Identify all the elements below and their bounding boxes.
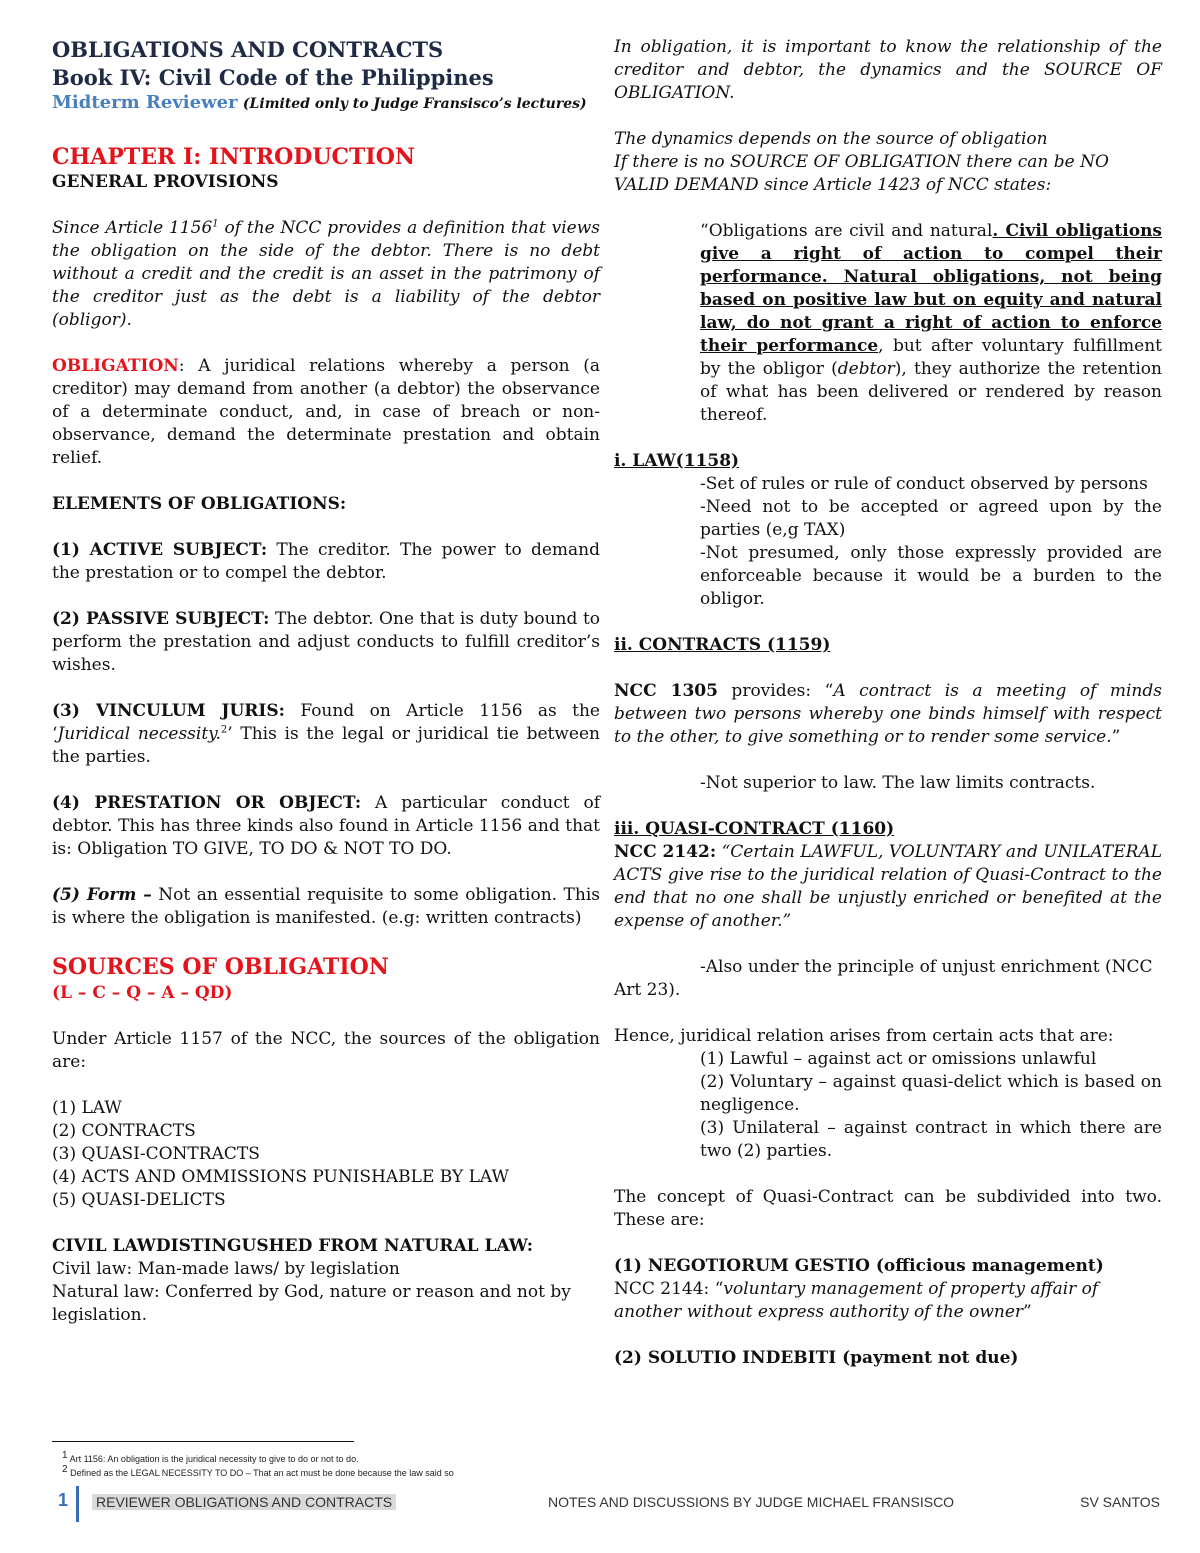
element-2 <box>52 608 600 677</box>
chapter-heading: CHAPTER I: INTRODUCTION <box>52 144 415 170</box>
law-item: -Set of rules or rule of conduct observed by persons <box>700 474 1148 494</box>
negotiorum-heading: (1) NEGOTIORUM GESTIO (officious management) <box>614 1256 1104 1276</box>
civil-law-line: Civil law: Man-made laws/ by legislation <box>52 1259 400 1279</box>
footnote-2-number: 2 <box>62 1464 68 1475</box>
article-1423-quote <box>614 220 1162 427</box>
element-1-label: (1) ACTIVE SUBJECT: <box>52 540 268 560</box>
ncc-2144-quote: voluntary management of property affair of another without express authority of the owner <box>614 1279 1099 1322</box>
sources-list-item: (5) QUASI-DELICTS <box>52 1190 226 1210</box>
ncc-2144-paragraph <box>614 1278 1162 1324</box>
civil-law-heading: CIVIL LAWDISTINGUSHED FROM NATURAL LAW: <box>52 1236 534 1256</box>
ncc-1305-quote: A contract is a meeting of minds between two persons whereby one binds himself with respect to the other, to give something or to render some service. <box>614 681 1162 747</box>
document-title: OBLIGATIONS AND CONTRACTS <box>52 37 444 62</box>
footnote-1 <box>62 1450 359 1464</box>
left-column <box>52 36 600 1327</box>
quote-text-c: ), they authorize the retention of what has been delivered or rendered by reason thereof. <box>700 359 1162 425</box>
element-3-label: (3) VINCULUM JURIS: <box>52 701 285 721</box>
law-item: -Need not to be accepted or agreed upon by the parties (e,g TAX) <box>700 497 1162 540</box>
ncc-1305-text-b: ” <box>1111 727 1121 747</box>
unjust-enrichment-line: -Also under the principle of unjust enrichment (NCC Art 23). <box>614 957 1153 1000</box>
element-3-italic: Juridical necessity. <box>57 724 221 744</box>
act-item: (3) Unilateral – against contract in which there are two (2) parties. <box>700 1118 1162 1161</box>
concept-paragraph: The concept of Quasi-Contract can be subdivided into two. These are: <box>614 1187 1162 1230</box>
document-subtitle: Book IV: Civil Code of the Philippines <box>52 65 494 90</box>
element-1 <box>52 539 600 585</box>
no-source-text: If there is no SOURCE OF OBLIGATION there can be NO VALID DEMAND <box>614 152 1109 195</box>
right-column <box>614 36 1162 1370</box>
quote-debtor: debtor <box>837 359 895 379</box>
element-2-text: The debtor. One that is duty bound to perform the prestation and adjust conducts to fulfill creditor’s wishes. <box>52 609 601 675</box>
intro-text-a: Since Article 1156 <box>52 218 213 238</box>
law-item: -Not presumed, only those expressly provided are enforceable because it would be a burden to the obligor. <box>700 543 1162 609</box>
footnote-1-text: Art 1156: An obligation is the juridical necessity to give to do or not to do. <box>67 1454 359 1464</box>
element-4 <box>52 792 600 861</box>
element-5-text: Not an essential requisite to some obligation. This is where the obligation is manifested. (e.g: written contracts) <box>52 885 600 928</box>
relationship-paragraph: In obligation, it is important to know the relationship of the creditor and debtor, the dynamics and the SOURCE OF OBLIGATION. <box>614 37 1162 103</box>
footer-author: SV SANTOS <box>1080 1494 1160 1510</box>
ncc-2142-paragraph <box>614 841 1162 933</box>
obligation-term: OBLIGATION <box>52 356 179 376</box>
natural-law-line: Natural law: Conferred by God, nature or reason and not by legislation. <box>52 1282 571 1325</box>
intro-paragraph <box>52 217 600 332</box>
ncc-2142-label: NCC 2142: <box>614 842 717 862</box>
intro-text-b: of the NCC provides a definition that views the obligation on the side of the debtor. There is no debt without a credit and the credit is an asset in the patrimony of the creditor just as the debt is a liability of the debtor (obligor). <box>52 218 600 330</box>
reviewer-label: Midterm Reviewer <box>52 92 238 113</box>
sources-acronym: (L – C – Q – A – QD) <box>52 983 233 1003</box>
page-number: 1 <box>58 1490 69 1510</box>
footnote-ref-2[interactable]: 2 <box>220 724 228 736</box>
article-1423-text: since Article 1423 of NCC states: <box>758 175 1052 195</box>
footnote-2-text: Defined as the LEGAL NECESSITY TO DO – That an act must be done because the law said so <box>67 1468 454 1478</box>
hence-paragraph: Hence, juridical relation arises from certain acts that are: <box>614 1026 1114 1046</box>
act-item: (2) Voluntary – against quasi-delict which is based on negligence. <box>700 1072 1162 1115</box>
sources-list-item: (4) ACTS AND OMMISSIONS PUNISHABLE BY LAW <box>52 1167 509 1187</box>
ncc-2144-text-a: NCC 2144: “ <box>614 1279 724 1299</box>
ncc-2142-quote: “Certain LAWFUL, VOLUNTARY and UNILATERAL ACTS give rise to the juridical relation of Quasi-Contract to the end that no one shall be unjustly enriched or benefited at the expense of another.” <box>614 842 1163 931</box>
element-3 <box>52 700 600 769</box>
element-4-text: A particular conduct of debtor. This has three kinds also found in Article 1156 and that is: Obligation TO GIVE, TO DO & NOT TO DO. <box>52 793 600 859</box>
obligation-definition <box>52 355 600 470</box>
footnote-1-number: 1 <box>62 1450 68 1461</box>
elements-heading: ELEMENTS OF OBLIGATIONS: <box>52 494 347 514</box>
footer-doc-title: REVIEWER OBLIGATIONS AND CONTRACTS <box>92 1494 396 1510</box>
reviewer-note: (Limited only to Judge Fransisco’s lectures) <box>242 96 587 112</box>
sources-intro: Under Article 1157 of the NCC, the sources of the obligation are: <box>52 1029 600 1072</box>
ncc-1305-text-a: provides: “ <box>717 681 834 701</box>
ncc-2144-text-b: ” <box>1023 1302 1032 1322</box>
reviewer-line <box>52 92 600 115</box>
ncc-1305-paragraph <box>614 680 1162 749</box>
quote-bold-text: . Civil obligations give a right of action to compel their performance. Natural obligations, not being based on positive law but on equity and natural law, do not grant a right of action to enforce their performance <box>700 221 1162 356</box>
footnote-divider <box>52 1441 354 1442</box>
element-5-label: (5) Form – <box>52 885 152 905</box>
footer-notes: NOTES AND DISCUSSIONS BY JUDGE MICHAEL FRANSISCO <box>548 1494 955 1510</box>
act-item: (1) Lawful – against act or omissions unlawful <box>700 1049 1097 1069</box>
element-4-label: (4) PRESTATION OR OBJECT: <box>52 793 362 813</box>
quasi-contract-heading: iii. QUASI-CONTRACT (1160) <box>614 819 895 839</box>
ncc-1305-label: NCC 1305 <box>614 681 718 701</box>
element-3-text-b: ’ This is the legal or juridical tie between the parties. <box>52 724 600 767</box>
sources-list-item: (1) LAW <box>52 1098 122 1118</box>
footnote-ref-1[interactable]: 1 <box>212 218 219 230</box>
element-3-text-a: Found on Article 1156 as the ‘ <box>52 701 600 744</box>
no-source-line <box>614 151 1162 197</box>
page-footer <box>52 1486 1162 1522</box>
solutio-heading: (2) SOLUTIO INDEBITI (payment not due) <box>614 1348 1019 1368</box>
obligation-def-text: : A juridical relations whereby a person (a creditor) may demand from another (a debtor) the observance of a determinate conduct, and, in case of breach or non-observance, demand the determinate prestation and obtain relief. <box>52 356 600 468</box>
general-provisions-heading: GENERAL PROVISIONS <box>52 172 279 192</box>
not-superior-line: -Not superior to law. The law limits contracts. <box>700 773 1096 793</box>
footnote-2 <box>62 1464 454 1478</box>
law-heading: i. LAW(1158) <box>614 451 740 471</box>
sources-heading: SOURCES OF OBLIGATION <box>52 954 389 980</box>
element-1-text: The creditor. The power to demand the prestation or to compel the debtor. <box>52 540 600 583</box>
sources-list-item: (2) CONTRACTS <box>52 1121 196 1141</box>
contracts-heading: ii. CONTRACTS (1159) <box>614 635 831 655</box>
footer-divider <box>76 1486 79 1522</box>
element-2-label: (2) PASSIVE SUBJECT: <box>52 609 270 629</box>
quote-text-b: , but after voluntary fulfillment by the obligor ( <box>700 336 1162 379</box>
dynamics-line: The dynamics depends on the source of obligation <box>614 129 1048 149</box>
sources-list-item: (3) QUASI-CONTRACTS <box>52 1144 260 1164</box>
element-5 <box>52 884 600 930</box>
quote-text-a: “Obligations are civil and natural <box>700 221 993 241</box>
